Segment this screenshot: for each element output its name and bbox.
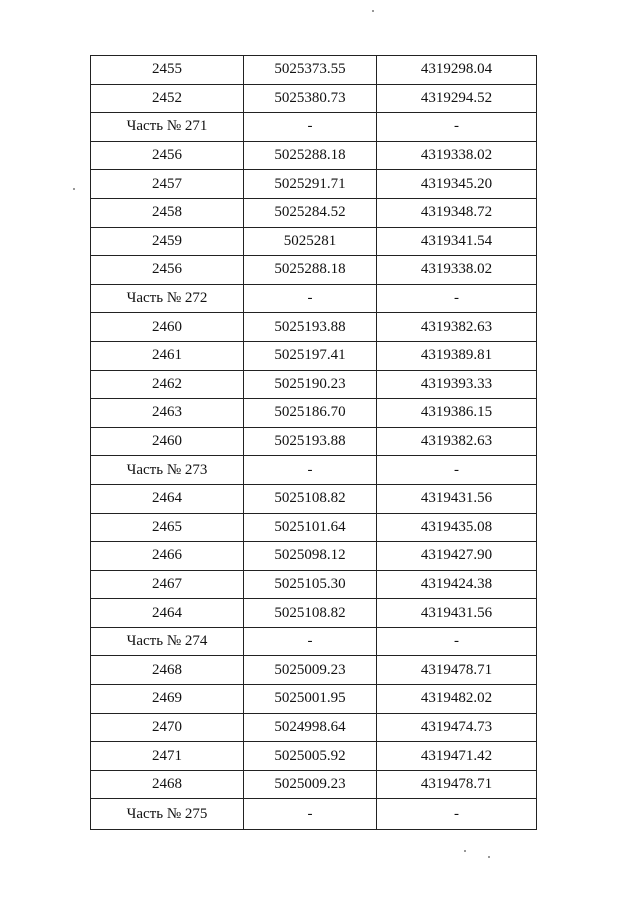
table-row (91, 141, 537, 170)
point-number-cell: 2456 (91, 256, 244, 285)
x-coordinate-cell: 5025373.55 (244, 56, 377, 85)
x-coordinate-cell: 5025105.30 (244, 570, 377, 599)
x-coordinate-cell: 5025291.71 (244, 170, 377, 199)
x-coordinate-cell: 5025197.41 (244, 341, 377, 370)
part-label-cell: Часть № 274 (91, 627, 244, 656)
x-coordinate-cell: 5025288.18 (244, 256, 377, 285)
x-coordinate-cell: 5024998.64 (244, 713, 377, 742)
point-number-cell: 2466 (91, 542, 244, 571)
table-row (91, 713, 537, 742)
y-coordinate-cell: 4319431.56 (377, 599, 537, 628)
point-number-cell: 2458 (91, 198, 244, 227)
x-coordinate-cell: 5025193.88 (244, 427, 377, 456)
x-coordinate-cell: 5025108.82 (244, 599, 377, 628)
table-row (91, 770, 537, 799)
point-number-cell: 2457 (91, 170, 244, 199)
x-coordinate-cell: 5025001.95 (244, 685, 377, 714)
table-row (91, 370, 537, 399)
scan-speck (372, 10, 374, 12)
x-coordinate-cell: 5025281 (244, 227, 377, 256)
x-coordinate-cell: 5025186.70 (244, 399, 377, 428)
x-coordinate-cell: - (244, 627, 377, 656)
x-coordinate-cell: - (244, 113, 377, 142)
table-row (91, 227, 537, 256)
point-number-cell: 2452 (91, 84, 244, 113)
point-number-cell: 2464 (91, 599, 244, 628)
point-number-cell: 2463 (91, 399, 244, 428)
y-coordinate-cell: 4319471.42 (377, 742, 537, 771)
x-coordinate-cell: - (244, 799, 377, 830)
y-coordinate-cell: 4319424.38 (377, 570, 537, 599)
y-coordinate-cell: 4319348.72 (377, 198, 537, 227)
table-row (91, 170, 537, 199)
part-label-cell: Часть № 272 (91, 284, 244, 313)
table-row (91, 341, 537, 370)
coordinates-table (90, 55, 537, 830)
x-coordinate-cell: 5025098.12 (244, 542, 377, 571)
y-coordinate-cell: - (377, 627, 537, 656)
y-coordinate-cell: 4319478.71 (377, 770, 537, 799)
point-number-cell: 2471 (91, 742, 244, 771)
y-coordinate-cell: 4319294.52 (377, 84, 537, 113)
table-row (91, 599, 537, 628)
table-row-part-header (91, 284, 537, 313)
table-row-part-header (91, 113, 537, 142)
point-number-cell: 2456 (91, 141, 244, 170)
y-coordinate-cell: 4319393.33 (377, 370, 537, 399)
table-row (91, 198, 537, 227)
table-row (91, 484, 537, 513)
y-coordinate-cell: 4319382.63 (377, 427, 537, 456)
table-row (91, 56, 537, 85)
scan-speck (464, 850, 466, 852)
table-row-part-header (91, 627, 537, 656)
point-number-cell: 2465 (91, 513, 244, 542)
x-coordinate-cell: 5025005.92 (244, 742, 377, 771)
x-coordinate-cell: 5025284.52 (244, 198, 377, 227)
y-coordinate-cell: 4319478.71 (377, 656, 537, 685)
y-coordinate-cell: 4319474.73 (377, 713, 537, 742)
table-row (91, 742, 537, 771)
part-label-cell: Часть № 275 (91, 799, 244, 830)
y-coordinate-cell: - (377, 456, 537, 485)
y-coordinate-cell: - (377, 284, 537, 313)
y-coordinate-cell: 4319431.56 (377, 484, 537, 513)
y-coordinate-cell: 4319338.02 (377, 256, 537, 285)
part-label-cell: Часть № 273 (91, 456, 244, 485)
x-coordinate-cell: 5025380.73 (244, 84, 377, 113)
x-coordinate-cell: - (244, 284, 377, 313)
table-row (91, 313, 537, 342)
x-coordinate-cell: - (244, 456, 377, 485)
point-number-cell: 2460 (91, 313, 244, 342)
x-coordinate-cell: 5025101.64 (244, 513, 377, 542)
point-number-cell: 2467 (91, 570, 244, 599)
x-coordinate-cell: 5025190.23 (244, 370, 377, 399)
point-number-cell: 2462 (91, 370, 244, 399)
point-number-cell: 2468 (91, 770, 244, 799)
y-coordinate-cell: 4319298.04 (377, 56, 537, 85)
y-coordinate-cell: 4319435.08 (377, 513, 537, 542)
point-number-cell: 2464 (91, 484, 244, 513)
table-row (91, 570, 537, 599)
scan-speck (73, 188, 75, 190)
table-row (91, 399, 537, 428)
point-number-cell: 2459 (91, 227, 244, 256)
point-number-cell: 2469 (91, 685, 244, 714)
table-row-part-header (91, 799, 537, 830)
coordinates-table-body (91, 56, 537, 830)
table-row (91, 656, 537, 685)
x-coordinate-cell: 5025009.23 (244, 770, 377, 799)
y-coordinate-cell: 4319389.81 (377, 341, 537, 370)
table-row (91, 513, 537, 542)
x-coordinate-cell: 5025288.18 (244, 141, 377, 170)
y-coordinate-cell: 4319386.15 (377, 399, 537, 428)
table-row (91, 256, 537, 285)
table-row-part-header (91, 456, 537, 485)
x-coordinate-cell: 5025108.82 (244, 484, 377, 513)
y-coordinate-cell: 4319482.02 (377, 685, 537, 714)
y-coordinate-cell: 4319382.63 (377, 313, 537, 342)
point-number-cell: 2470 (91, 713, 244, 742)
table-row (91, 427, 537, 456)
point-number-cell: 2460 (91, 427, 244, 456)
table-row (91, 84, 537, 113)
y-coordinate-cell: 4319341.54 (377, 227, 537, 256)
y-coordinate-cell: 4319427.90 (377, 542, 537, 571)
x-coordinate-cell: 5025193.88 (244, 313, 377, 342)
y-coordinate-cell: 4319345.20 (377, 170, 537, 199)
point-number-cell: 2455 (91, 56, 244, 85)
x-coordinate-cell: 5025009.23 (244, 656, 377, 685)
table-row (91, 542, 537, 571)
y-coordinate-cell: 4319338.02 (377, 141, 537, 170)
y-coordinate-cell: - (377, 113, 537, 142)
part-label-cell: Часть № 271 (91, 113, 244, 142)
scan-speck (488, 856, 490, 858)
y-coordinate-cell: - (377, 799, 537, 830)
point-number-cell: 2468 (91, 656, 244, 685)
table-row (91, 685, 537, 714)
point-number-cell: 2461 (91, 341, 244, 370)
